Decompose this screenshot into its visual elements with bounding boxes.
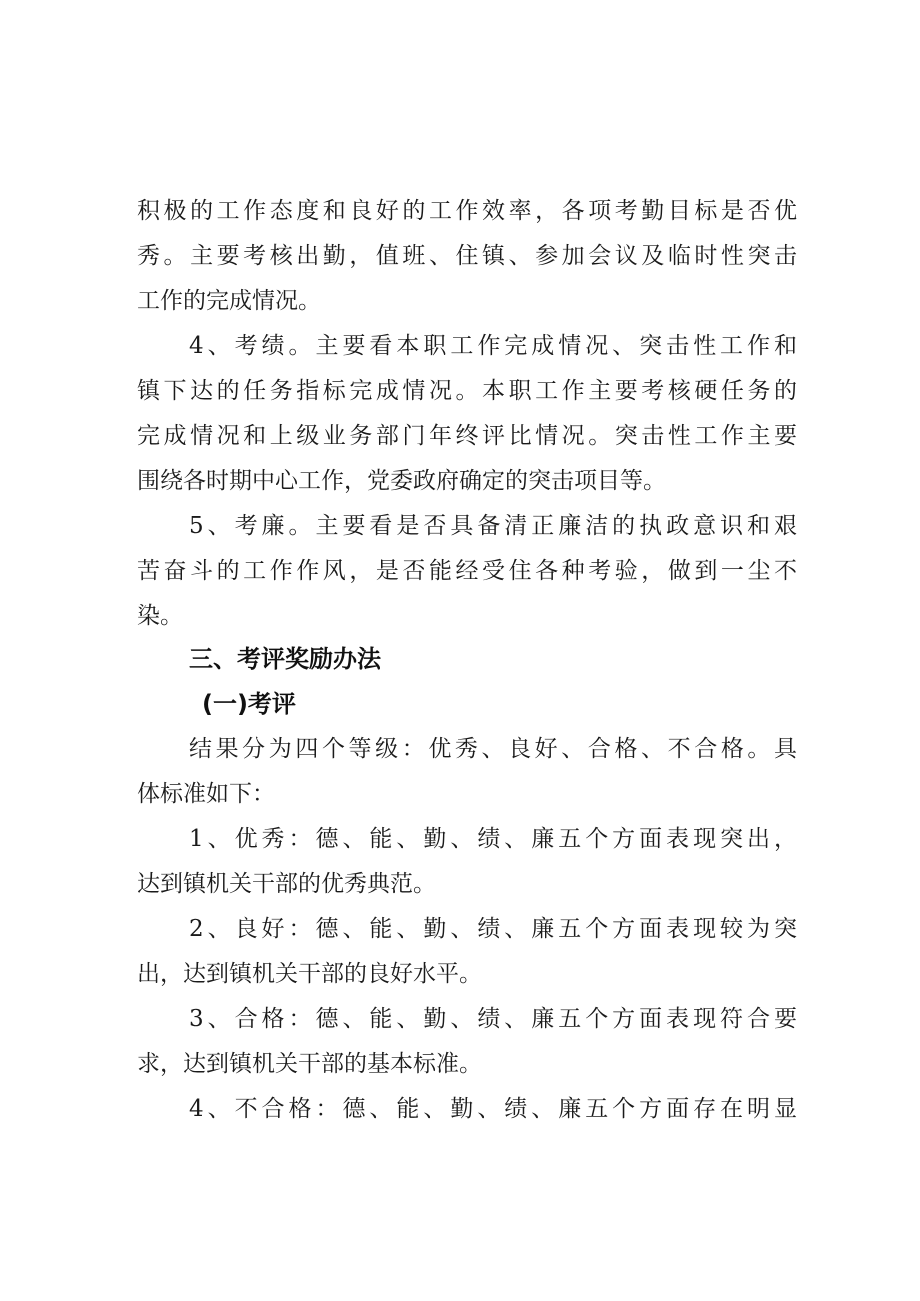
paragraph-line: 染。 bbox=[137, 603, 183, 629]
paragraph-line: 1、优秀：德、能、勤、绩、廉五个方面表现突出， bbox=[189, 826, 797, 852]
paragraph-line: 结果分为四个等级：优秀、良好、合格、不合格。具 bbox=[189, 736, 797, 762]
paragraph-line: 镇下达的任务指标完成情况。本职工作主要考核硬任务的 bbox=[137, 378, 797, 404]
paragraph-line: 体标准如下： bbox=[137, 781, 275, 807]
section-heading: 三、考评奖励办法 bbox=[189, 645, 381, 673]
paragraph-line: 4、考绩。主要看本职工作完成情况、突击性工作和 bbox=[189, 333, 797, 359]
paragraph-line: 求，达到镇机关干部的基本标准。 bbox=[137, 1051, 482, 1077]
paragraph-line: 出，达到镇机关干部的良好水平。 bbox=[137, 961, 482, 987]
paragraph-line: 围绕各时期中心工作，党委政府确定的突击项目等。 bbox=[137, 468, 666, 494]
paragraph-line: 积极的工作态度和良好的工作效率，各项考勤目标是否优 bbox=[137, 198, 797, 224]
paragraph-line: 苦奋斗的工作作风，是否能经受住各种考验，做到一尘不 bbox=[137, 558, 797, 584]
paragraph-line: 3、合格：德、能、勤、绩、廉五个方面表现符合要 bbox=[189, 1006, 797, 1032]
paragraph-line: 5、考廉。主要看是否具备清正廉洁的执政意识和艰 bbox=[189, 513, 797, 539]
paragraph-line: 完成情况和上级业务部门年终评比情况。突击性工作主要 bbox=[137, 423, 797, 449]
paragraph-line: 秀。主要考核出勤，值班、住镇、参加会议及临时性突击 bbox=[137, 243, 797, 269]
paragraph-line: 2、良好：德、能、勤、绩、廉五个方面表现较为突 bbox=[189, 916, 797, 942]
paragraph-line: 工作的完成情况。 bbox=[137, 288, 321, 314]
subsection-heading: (一)考评 bbox=[202, 690, 296, 718]
paragraph-line: 4、不合格：德、能、勤、绩、廉五个方面存在明显 bbox=[189, 1096, 797, 1122]
paragraph-line: 达到镇机关干部的优秀典范。 bbox=[137, 871, 436, 897]
